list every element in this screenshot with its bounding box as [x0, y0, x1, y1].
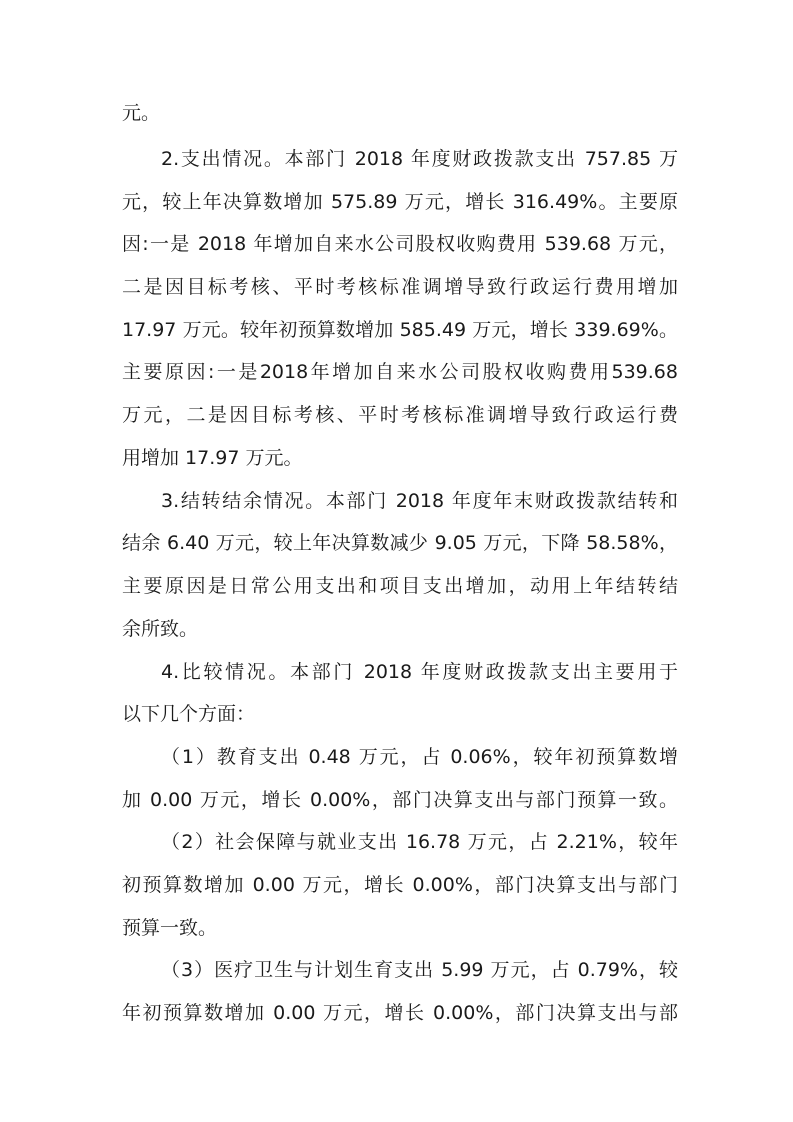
text-line: 用增加 17.97 万元。	[122, 447, 303, 469]
text-line: （1）教育支出 0.48 万元，占 0.06%，较年初预算数增	[161, 746, 678, 768]
text-line: 以下几个方面：	[122, 703, 256, 725]
text-line: 二是因目标考核、平时考核标准调增导致行政运行费用增加	[122, 276, 678, 298]
text-line: 因:一是 2018 年增加自来水公司股权收购费用 539.68 万元，	[122, 233, 678, 255]
text-line: （2）社会保障与就业支出 16.78 万元，占 2.21%，较年	[161, 831, 678, 853]
text-line: 加 0.00 万元，增长 0.00%，部门决算支出与部门预算一致。	[122, 789, 678, 811]
text-line: 元。	[122, 102, 161, 124]
text-line: 初预算数增加 0.00 万元，增长 0.00%，部门决算支出与部门	[122, 874, 678, 896]
text-line: 主要原因:一是2018年增加自来水公司股权收购费用539.68	[122, 361, 678, 383]
text-line: （3）医疗卫生与计划生育支出 5.99 万元，占 0.79%，较	[161, 959, 678, 981]
text-line: 结余 6.40 万元，较上年决算数减少 9.05 万元，下降 58.58%，	[122, 532, 678, 554]
text-line: 17.97 万元。较年初预算数增加 585.49 万元，增长 339.69%。	[122, 319, 678, 341]
text-line: 主要原因是日常公用支出和项目支出增加，动用上年结转结	[122, 575, 678, 597]
text-line: 3.结转结余情况。本部门 2018 年度年末财政拨款结转和	[161, 490, 678, 512]
text-line: 年初预算数增加 0.00 万元，增长 0.00%，部门决算支出与部	[122, 1002, 678, 1024]
text-line: 预算一致。	[122, 917, 218, 939]
text-line: 余所致。	[122, 618, 199, 640]
text-line: 万元，二是因目标考核、平时考核标准调增导致行政运行费	[122, 404, 678, 426]
text-line: 2.支出情况。本部门 2018 年度财政拨款支出 757.85 万	[161, 148, 678, 170]
text-line: 元，较上年决算数增加 575.89 万元，增长 316.49%。主要原	[122, 191, 678, 213]
text-line: 4.比较情况。本部门 2018 年度财政拨款支出主要用于	[161, 661, 678, 683]
